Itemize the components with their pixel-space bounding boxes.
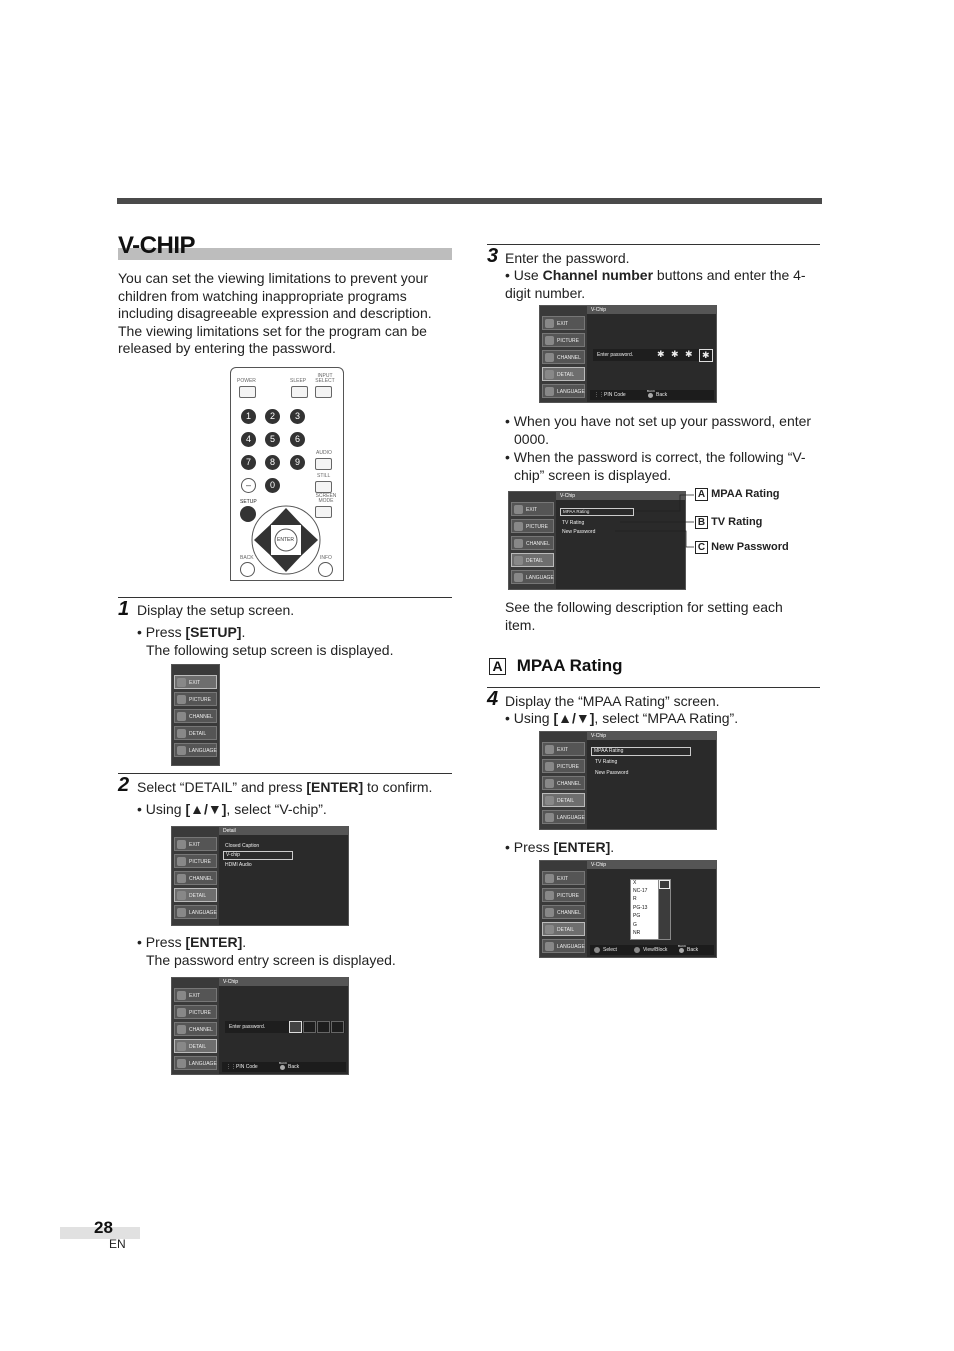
key-dash: –: [241, 478, 256, 493]
screen-header: V-Chip: [587, 732, 716, 740]
rating-item: G: [633, 922, 637, 928]
menu-detail: DETAIL: [174, 1039, 217, 1053]
callout-a: A MPAA Rating: [695, 488, 780, 501]
key-4: 4: [241, 432, 256, 447]
rating-item: R: [633, 896, 637, 902]
menu-language: LANGUAGE: [542, 939, 585, 953]
screen-mode-label: SCREEN MODE: [315, 493, 337, 504]
callout-b: B TV Rating: [695, 516, 762, 529]
step3-note1: • When you have not set up your password, enter 0000.: [505, 413, 812, 447]
pin-code-label: PIN Code: [604, 392, 626, 398]
key-2: 2: [265, 409, 280, 424]
menu-picture: PICTURE: [174, 692, 217, 706]
still-label: STILL: [317, 473, 331, 479]
detail-item: HDMI Audio: [225, 862, 252, 868]
menu-channel: CHANNEL: [542, 350, 585, 364]
step3-note2: • When the password is correct, the following “V-chip” screen is displayed.: [505, 449, 806, 483]
pin-code-label: PIN Code: [236, 1064, 258, 1070]
menu-picture: PICTURE: [542, 888, 585, 902]
menu-language: LANGUAGE: [174, 1056, 217, 1070]
vchip-item-selected: MPAA Rating: [560, 508, 634, 516]
star-3: ✱: [685, 349, 693, 359]
view-block-icon: [634, 947, 640, 953]
input-select-button: [315, 386, 332, 398]
step4-press: • Press [ENTER].: [505, 839, 615, 855]
mpaa-select-screen: [539, 731, 717, 830]
menu-channel: CHANNEL: [174, 709, 217, 723]
password-slots: [289, 1021, 345, 1033]
screen-header: V-Chip: [219, 978, 348, 986]
step2-text: Select “DETAIL” and press [ENTER] to confirm.: [137, 779, 433, 795]
step2-number: 2: [118, 774, 130, 796]
audio-label: AUDIO: [316, 450, 332, 456]
step3-rule: [487, 244, 820, 245]
menu-picture: PICTURE: [542, 333, 585, 347]
vchip-item: New Password: [562, 529, 596, 535]
language-code: EN: [109, 1237, 126, 1251]
menu-detail: DETAIL: [174, 888, 217, 902]
menu-channel: CHANNEL: [542, 905, 585, 919]
vchip-item: TV Rating: [562, 520, 585, 526]
step2-press: • Press [ENTER].: [137, 934, 247, 950]
star-4: ✱: [699, 349, 713, 362]
menu-picture: PICTURE: [174, 854, 217, 868]
menu-picture: PICTURE: [542, 759, 585, 773]
step3-see: See the following description for setting each item.: [505, 599, 783, 633]
rating-item: PG: [633, 913, 641, 919]
setup-menu-screen: [171, 664, 220, 766]
step1-bullet: • Press [SETUP].: [137, 624, 246, 640]
mpaa-rating-screen: [539, 860, 717, 958]
step3-bullet: • Use Channel number buttons and enter the 4-digit number.: [505, 267, 806, 301]
setup-label: SETUP: [240, 499, 257, 505]
menu-language: LANGUAGE: [511, 570, 554, 584]
key-6: 6: [290, 432, 305, 447]
menu-channel: CHANNEL: [542, 776, 585, 790]
step4-text: Display the “MPAA Rating” screen.: [505, 693, 720, 709]
step4-number: 4: [487, 688, 499, 710]
key-7: 7: [241, 455, 256, 470]
rating-item: PG-13: [633, 905, 648, 911]
step1-number: 1: [118, 598, 130, 620]
menu-exit: EXIT: [542, 871, 585, 885]
step4-bullet: • Using [▲/▼], select “MPAA Rating”.: [505, 710, 739, 726]
back-button-icon: [648, 393, 653, 398]
view-block-label: View/Block: [643, 947, 668, 953]
menu-exit: EXIT: [542, 316, 585, 330]
detail-item-selected: V-chip: [223, 851, 293, 860]
step3-text: Enter the password.: [505, 250, 630, 266]
menu-channel: CHANNEL: [174, 871, 217, 885]
back-label: Back: [288, 1064, 300, 1070]
back-label: Back: [687, 947, 699, 953]
section-a-heading: A MPAA Rating: [489, 656, 623, 676]
back-small-label: BACK: [678, 944, 687, 948]
step4-rule: [487, 687, 820, 688]
rating-cursor: [659, 880, 670, 889]
password-entered-screen: [539, 305, 717, 403]
back-label: Back: [656, 392, 668, 398]
intro-text: You can set the viewing limitations to prevent your children from watching inappropriate programs including disagreeable expression and description. The viewing limitations set for the program can be released by entering the password.: [118, 270, 432, 357]
menu-language: LANGUAGE: [542, 810, 585, 824]
vchip-item-selected: MPAA Rating: [591, 747, 691, 756]
key-9: 9: [290, 455, 305, 470]
back-small-label: BACK: [647, 389, 656, 393]
menu-exit: EXIT: [542, 742, 585, 756]
back-button-icon: [679, 948, 684, 953]
key-3: 3: [290, 409, 305, 424]
step1-sub: The following setup screen is displayed.: [146, 642, 394, 658]
rating-item: NR: [633, 930, 641, 936]
menu-picture: PICTURE: [174, 1005, 217, 1019]
power-button: [239, 386, 256, 398]
back-button-icon: [280, 1065, 285, 1070]
menu-exit: EXIT: [174, 988, 217, 1002]
back-small-label: BACK: [279, 1061, 288, 1065]
menu-exit: EXIT: [511, 502, 554, 516]
screen-header: V-Chip: [587, 861, 716, 869]
screen-header: V-Chip: [556, 492, 685, 500]
vchip-item: TV Rating: [595, 759, 618, 765]
info-button: [318, 562, 333, 577]
step3-number: 3: [487, 245, 499, 267]
remote-control-illustration: [230, 367, 344, 581]
menu-language: LANGUAGE: [174, 905, 217, 919]
password-prompt: Enter password.: [229, 1024, 266, 1030]
menu-language: LANGUAGE: [542, 384, 585, 398]
menu-detail: DETAIL: [542, 793, 585, 807]
power-label: POWER: [237, 378, 256, 384]
back-label: BACK: [240, 555, 254, 561]
menu-detail: DETAIL: [174, 726, 217, 740]
keypad-icon: ⋮⋮: [594, 392, 604, 398]
step2-press-sub: The password entry screen is displayed.: [146, 952, 396, 968]
rating-item: NC-17: [633, 888, 648, 894]
keypad-icon: ⋮⋮: [226, 1064, 236, 1070]
vchip-item: New Password: [595, 770, 629, 776]
info-label: INFO: [320, 555, 332, 561]
rating-item: X: [633, 880, 637, 886]
menu-picture: PICTURE: [511, 519, 554, 533]
select-label: Select: [603, 947, 617, 953]
top-rule: [117, 198, 822, 204]
step1-text: Display the setup screen.: [137, 602, 295, 618]
key-0: 0: [265, 478, 280, 493]
password-prompt: Enter password.: [597, 352, 634, 358]
page-number: 28: [94, 1218, 113, 1237]
enter-label: ENTER: [277, 537, 294, 543]
menu-channel: CHANNEL: [511, 536, 554, 550]
detail-screen: [171, 826, 349, 926]
page-title: V-CHIP: [118, 232, 196, 259]
key-1: 1: [241, 409, 256, 424]
key-5: 5: [265, 432, 280, 447]
screen-header: Detail: [219, 827, 348, 835]
menu-exit: EXIT: [174, 837, 217, 851]
menu-exit: EXIT: [174, 675, 217, 689]
password-screen: [171, 977, 349, 1075]
screen-header: V-Chip: [587, 306, 716, 314]
menu-detail: DETAIL: [511, 553, 554, 567]
audio-button: [315, 458, 332, 470]
still-button: [315, 481, 332, 493]
select-dial-icon: [594, 947, 600, 953]
sleep-label: SLEEP: [290, 378, 307, 384]
menu-channel: CHANNEL: [174, 1022, 217, 1036]
key-8: 8: [265, 455, 280, 470]
star-2: ✱: [671, 349, 679, 359]
detail-item: Closed Caption: [225, 843, 260, 849]
step2-rule: [118, 773, 452, 774]
menu-detail: DETAIL: [542, 367, 585, 381]
callout-lines: [560, 489, 700, 553]
step2-bullet: • Using [▲/▼], select “V-chip”.: [137, 801, 327, 817]
back-button: [240, 562, 255, 577]
menu-language: LANGUAGE: [174, 743, 217, 757]
step1-rule: [118, 597, 452, 598]
star-1: ✱: [657, 349, 665, 359]
input-select-label: INPUT SELECT: [315, 373, 335, 384]
sleep-button: [291, 386, 308, 398]
menu-detail: DETAIL: [542, 922, 585, 936]
callout-c: C New Password: [695, 541, 789, 554]
